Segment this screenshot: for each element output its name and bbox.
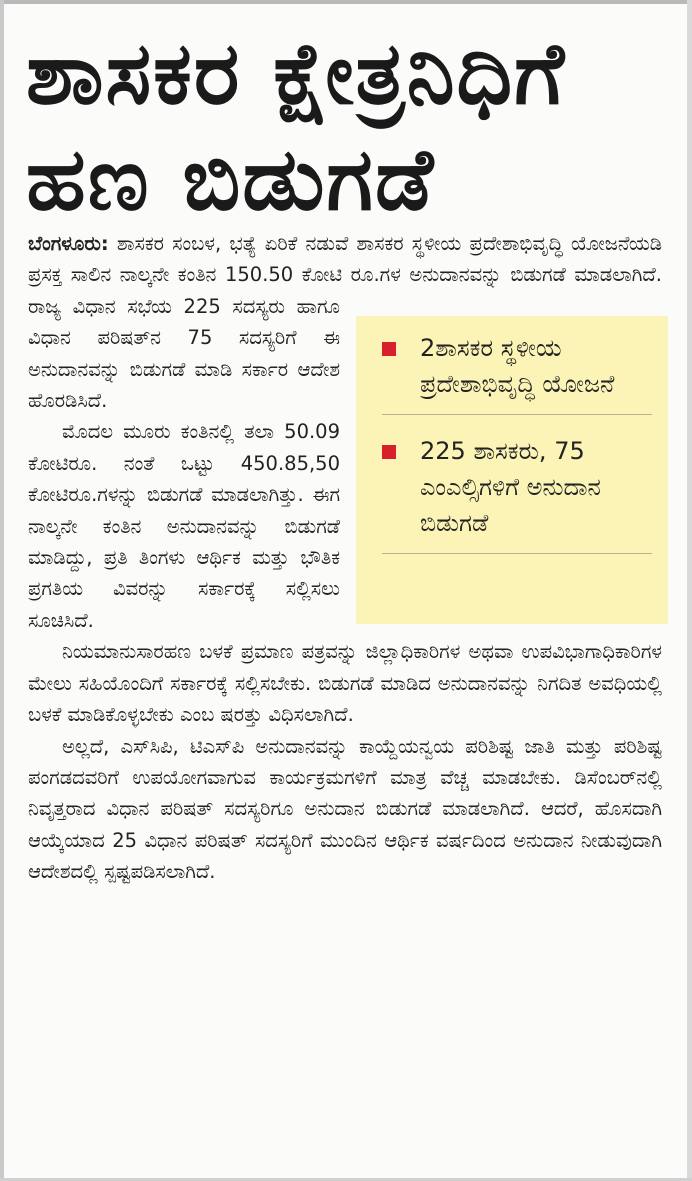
paragraph-4: ಅಲ್ಲದೆ, ಎಸ್‌ಸಿಪಿ, ಟಿಎಸ್‌ಪಿ ಅನುದಾನವನ್ನು ಕಾಯ್ದೆಯನ್ವಯ ಪರಿಶಿಷ್ಟ ಜಾತಿ ಮತ್ತು ಪರಿಶಿಷ್ಟ ಪಂಗಡದವರಿಗೆ ಉಪಯೋಗವಾಗುವ ಕಾರ್ಯಕ್ರಮಗಳಿಗೆ ಮಾತ್ರ ವೆಚ್ಚ ಮಾಡಬೇಕು. ಡಿಸೆಂಬರ್‌ನಲ್ಲಿ ನಿವೃತ್ತರಾದ ವಿಧಾನ ಪರಿಷತ್ ಸದಸ್ಯರಿಗೂ ಅನುದಾನ ಬಿಡುಗಡೆ ಮಾಡಲಾಗಿದೆ. ಆದರೆ, ಹೊಸದಾಗಿ ಆಯ್ಕೆಯಾದ 25 ವಿಧಾನ ಪರಿಷತ್ ಸದಸ್ಯರಿಗೆ ಮುಂದಿನ ಆರ್ಥಿಕ ವರ್ಷದಿಂದ ಅನುದಾನ ನೀಡುವುದಾಗಿ ಆದೇಶದಲ್ಲಿ ಸ್ಪಷ್ಟಪಡಿಸಲಾಗಿದೆ.: [28, 734, 662, 884]
article-body: [28, 228, 662, 888]
divider: [382, 414, 652, 415]
page-border-left: [0, 0, 4, 1181]
highlight-item: [382, 330, 646, 410]
highlight-item-text: 225 ಶಾಸಕರು, 75 ಎಂಎಲ್ಸಿಗಳಿಗೆ ಅನುದಾನ ಬಿಡುಗಡೆ: [420, 437, 601, 537]
paragraph-3: ನಿಯಮಾನುಸಾರಹಣ ಬಳಕೆ ಪ್ರಮಾಣ ಪತ್ರವನ್ನು ಜಿಲ್ಲಾಧಿಕಾರಿಗಳ ಅಥವಾ ಉಪವಿಭಾಗಾಧಿಕಾರಿಗಳ ಮೇಲು ಸಹಿಯೊಂದಿಗೆ ಸರ್ಕಾರಕ್ಕೆ ಸಲ್ಲಿಸಬೇಕು. ಬಿಡುಗಡೆ ಮಾಡಿದ ಅನುದಾನವನ್ನು ನಿಗದಿತ ಅವಧಿಯಲ್ಲಿ ಬಳಕೆ ಮಾಡಿಕೊಳ್ಳಬೇಕು ಎಂಬ ಷರತ್ತು ವಿಧಿಸಲಾಗಿದೆ.: [28, 640, 662, 727]
highlights-box: [356, 316, 668, 624]
highlight-item: [382, 433, 646, 549]
bullet-square-icon: [382, 445, 396, 459]
headline-line-1: ಶಾಸಕರ ಕ್ಷೇತ್ರನಿಧಿಗೆ: [26, 24, 567, 124]
paragraph-1-text: ಶಾಸಕರ ಸಂಬಳ, ಭತ್ಯೆ ಏರಿಕೆ ನಡುವೆ ಶಾಸಕರ ಸ್ಥಳೀಯ ಪ್ರದೇಶಾಭಿವೃದ್ಧಿ ಯೋಜನೆಯಡಿ ಪ್ರಸಕ್ತ ಸಾಲಿನ ನಾಲ್ಕನೇ ಕಂತಿನ 150.50 ಕೋಟಿ ರೂ.ಗಳ ಅನುದಾನವನ್ನು ಬಿಡುಗಡೆ ಮಾಡಲಾಗಿದೆ. ರಾಜ್ಯ ವಿಧಾನ ಸಭೆಯ 225 ಸದಸ್ಯರು ಹಾಗೂ ವಿಧಾನ ಪರಿಷತ್‌ನ 75 ಸದಸ್ಯರಿಗೆ ಈ ಅನುದಾನವನ್ನು ಬಿಡುಗಡೆ ಮಾಡಿ ಸರ್ಕಾರ ಆದೇಶ ಹೊರಡಿಸಿದೆ.: [28, 232, 662, 413]
headline-line-2: ಹಣ ಬಿಡುಗಡೆ: [26, 130, 436, 230]
divider: [382, 553, 652, 554]
page-border-right: [687, 0, 692, 1181]
paragraph-2: ಮೊದಲ ಮೂರು ಕಂತಿನಲ್ಲಿ ತಲಾ 50.09 ಕೋಟಿರೂ. ನಂತೆ ಒಟ್ಟು 450.85,50 ಕೋಟಿರೂ.ಗಳನ್ನು ಬಿಡುಗಡೆ ಮಾಡಲಾಗಿತ್ತು. ಈಗ ನಾಲ್ಕನೇ ಕಂತಿನ ಅನುದಾನವನ್ನು ಬಿಡುಗಡೆ ಮಾಡಿದ್ದು, ಪ್ರತಿ ತಿಂಗಳು ಆರ್ಥಿಕ ಮತ್ತು ಭೌತಿಕ ಪ್ರಗತಿಯ ವಿವರನ್ನು ಸರ್ಕಾರಕ್ಕೆ ಸಲ್ಲಿಸಲು ಸೂಚಿಸಿದೆ.: [28, 420, 340, 632]
bullet-square-icon: [382, 342, 396, 356]
headline: [26, 22, 666, 234]
highlight-item-text: 2ಶಾಸಕರ ಸ್ಥಳೀಯ ಪ್ರದೇಶಾಭಿವೃದ್ಧಿ ಯೋಜನೆ: [420, 334, 615, 398]
dateline: ಬೆಂಗಳೂರು:: [28, 232, 109, 255]
page-border-top: [0, 0, 692, 4]
